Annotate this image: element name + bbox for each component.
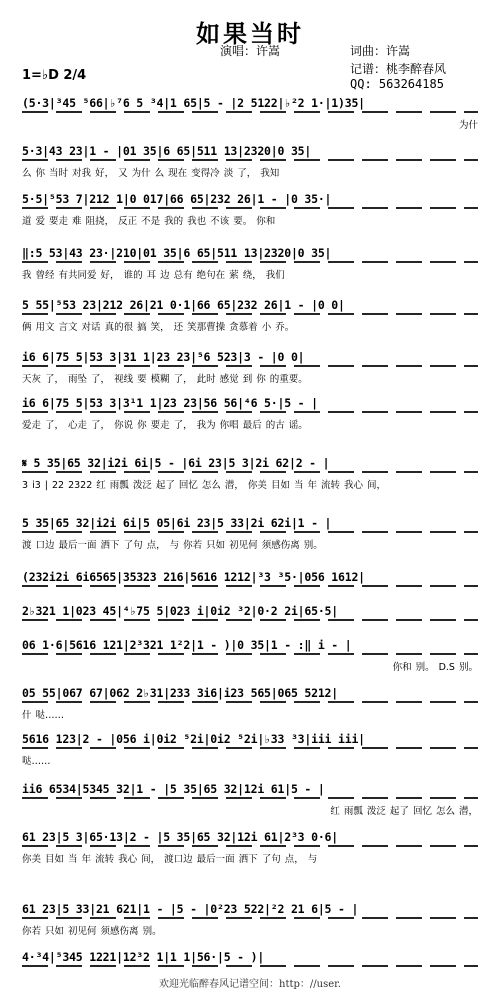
singer-credit: 演唱：许嵩 [220, 44, 281, 58]
beam-underline [22, 917, 478, 919]
notation-line: ii6 6534|5345 32|1 - |5 35|65 32|12i 61|5 - | [22, 782, 325, 796]
beam-underline [22, 965, 478, 967]
lyric-line: 3 i3 | 22 2322 红 雨瓢 泼泛 起了 回忆 怎么 潜， 你美 目如 当 年 流转 我心 间， [22, 480, 387, 491]
beam-underline [22, 261, 478, 263]
lyric-line: 么 你 当时 对我 好， 又 为什 么 现在 变得冷 淡 了， 我知 [22, 168, 280, 179]
beam-underline [22, 653, 478, 655]
key-signature: 1=♭D 2/4 [22, 68, 87, 83]
lyric-line: 为什 [458, 120, 478, 131]
beam-underline [22, 471, 478, 473]
notation-line: 06 1·6|5616 121|2³321 1²2|1 - )|0 35|1 - :‖ i - | [22, 638, 352, 652]
lyric-line [22, 591, 478, 605]
notation-line: 61 23|5 33|21 621|1 - |5 - |0²23 522|²2 21 6|5 - | [22, 902, 359, 916]
lyric-line: 你若 只如 初见何 须感伤离 别。 [22, 926, 162, 937]
notation-line: 2♭321 1|023 45|⁴♭75 5|023 i|0i2 ³2|0·2 2i|65·5| [22, 604, 339, 618]
notation-line: 61 23|5 3|65·13|2 - |5 35|65 32|12i 61|2³3 0·6| [22, 830, 339, 844]
lyric-line: 我 曾经 有共同爱 好， 谁的 耳 边 总有 绝句在 萦 绕， 我们 [22, 270, 285, 281]
beam-underline [22, 585, 478, 587]
notation-line: 05 55|067 67|062 2♭31|233 3i6|i23 565|065 5212| [22, 686, 339, 700]
song-title: 如果当时 [196, 19, 304, 48]
scorer-credit: 记谱：桃李醉春风 [350, 62, 447, 76]
footer-link-text: 欢迎光临醉春风记谱空间：http：//user. [159, 979, 341, 990]
beam-underline [22, 365, 478, 367]
lyric-line: 道 爱 要走 难 阻挠， 反正 不是 我的 我也 不该 要。 你和 [22, 216, 276, 227]
lyric-line: 你和 别。 D.S 别。 [392, 662, 478, 673]
notation-line: 𝄋 5 35|65 32|i2i 6i|5 - |6i 23|5 3|2i 62|2 - | [22, 456, 330, 470]
lyric-line: 什 哒…… [22, 710, 65, 721]
notation-line: 5 55|⁵53 23|212 26|21 0·1|66 65|232 26|1 - |0 0| [22, 298, 345, 312]
lyric-line [22, 625, 478, 639]
notation-line: 4·³4|⁵345 1221|12³2 1|1 1|56·|5 - )| [22, 950, 265, 964]
lyric-line: 渡 口边 最后一面 洒下 了句 点， 与 你若 只如 初见何 须感伤离 别。 [22, 540, 323, 551]
beam-underline [22, 747, 478, 749]
lyricist-credit: 词曲：许嵩 [350, 44, 411, 58]
notation-line: 5 35|65 32|i2i 6i|5 05|6i 23|5 33|2i 62i|1 - | [22, 516, 332, 530]
notation-line: 5·5|⁵53 7|212 1|0 017|66 65|232 26|1 - |0 35·| [22, 192, 332, 206]
notation-line: i6 6|75 5|53 3|31 1|23 23|⁵6 523|3 - |0 0| [22, 350, 305, 364]
notation-line: 5616 123|2 - |056 i|0i2 ⁵2i|0i2 ⁵2i|♭33 ³3|iii iii| [22, 732, 365, 746]
notation-line: ‖:5 53|43 23·|210|01 35|6 65|511 13|2320|0 35| [22, 246, 332, 260]
beam-underline [22, 159, 478, 161]
beam-underline [22, 797, 478, 799]
beam-underline [22, 531, 478, 533]
lyric-line: 爱走 了， 心走 了， 你说 你 要走 了， 我为 你唱 最后 的古 谣。 [22, 420, 308, 431]
beam-underline [22, 411, 478, 413]
notation-line: (232i2i 6i6565|35323 216|5616 1212|³3 ³5·|056 1612| [22, 570, 365, 584]
beam-underline [22, 845, 478, 847]
beam-underline [22, 313, 478, 315]
beam-underline [22, 111, 478, 113]
lyric-line: 哒…… [22, 756, 51, 767]
notation-line: (5·3|³45 ⁵66|♭⁷6 5 ³4|1 65|5 - |2 5122|♭²2 1·|1)35| [22, 96, 365, 110]
beam-underline [22, 701, 478, 703]
lyric-line: 你美 目如 当 年 流转 我心 间， 渡口边 最后一面 洒下 了句 点， 与 [22, 854, 318, 865]
notation-line: i6 6|75 5|53 3|3¹1 1|23 23|56 56|⁴6 5·|5 - | [22, 396, 318, 410]
lyric-line: 天灰 了， 雨坠 了， 视线 要 模糊 了， 此时 感觉 到 你 的重要。 [22, 374, 308, 385]
lyric-line: 红 雨瓢 泼泛 起了 回忆 怎么 潜， [330, 806, 478, 817]
notation-line: 5·3|43 23|1 - |01 35|6 65|511 13|2320|0 35| [22, 144, 312, 158]
qq-contact: QQ: 563264185 [350, 77, 444, 91]
lyric-line: 俩 用文 言文 对话 真的很 搞 笑， 还 笑那曹操 贪慕着 小 乔。 [22, 322, 295, 333]
beam-underline [22, 619, 478, 621]
beam-underline [22, 207, 478, 209]
